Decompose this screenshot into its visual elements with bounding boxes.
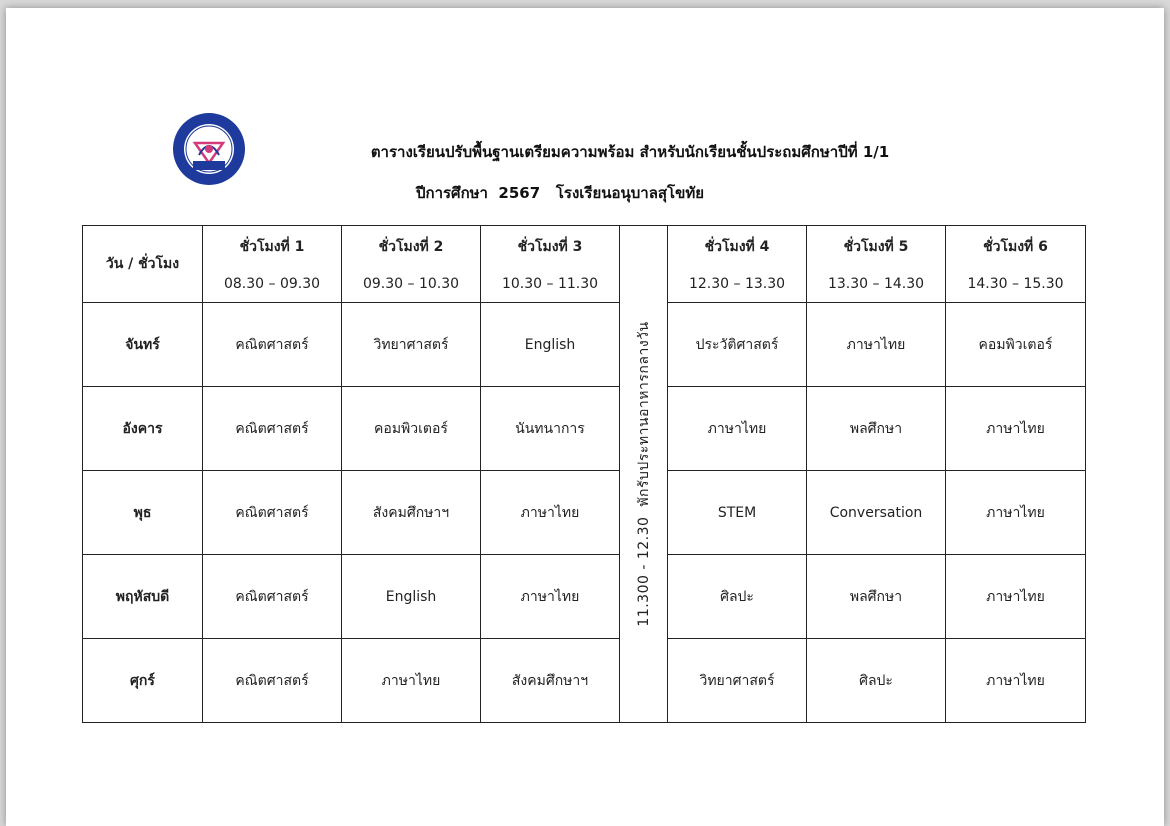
period-header	[807, 226, 946, 303]
period-time: 08.30 – 09.30	[223, 276, 321, 292]
day-label: จันทร์	[83, 303, 203, 387]
period-header	[203, 226, 342, 303]
timetable	[82, 225, 1086, 723]
document-subtitle: ปีการศึกษา 2567 โรงเรียนอนุบาลสุโขทัย	[415, 184, 705, 202]
subject-cell: ศิลปะ	[668, 555, 807, 639]
subject-cell: สังคมศึกษาฯ	[342, 471, 481, 555]
subject-cell: คณิตศาสตร์	[203, 303, 342, 387]
subject-cell: ศิลปะ	[807, 639, 946, 723]
period-label: ชั่วโมงที่ 2	[378, 239, 444, 255]
header-row	[83, 226, 1086, 303]
lunch-break-column	[620, 226, 668, 723]
subject-cell: คณิตศาสตร์	[203, 387, 342, 471]
subject-cell: วิทยาศาสตร์	[342, 303, 481, 387]
period-time: 13.30 – 14.30	[827, 276, 925, 292]
subject-cell: คอมพิวเตอร์	[342, 387, 481, 471]
subject-cell: ภาษาไทย	[481, 555, 620, 639]
subject-cell: พลศึกษา	[807, 387, 946, 471]
document-title: ตารางเรียนปรับพื้นฐานเตรียมความพร้อม สำหรับนักเรียนชั้นประถมศึกษาปีที่ 1/1	[370, 143, 890, 161]
subject-cell: ภาษาไทย	[342, 639, 481, 723]
period-label: ชั่วโมงที่ 5	[843, 239, 909, 255]
period-time: 12.30 – 13.30	[688, 276, 786, 292]
subject-cell: นันทนาการ	[481, 387, 620, 471]
table-row	[83, 303, 1086, 387]
day-label: ศุกร์	[83, 639, 203, 723]
lunch-break-label: 11.300 - 12.30 พักรับประทานอาหารกลางวัน	[635, 321, 652, 627]
table-row	[83, 387, 1086, 471]
subject-cell: คอมพิวเตอร์	[946, 303, 1086, 387]
document-page	[6, 8, 1164, 826]
subject-cell: สังคมศึกษาฯ	[481, 639, 620, 723]
corner-label: วัน / ชั่วโมง	[83, 226, 203, 303]
table-row	[83, 639, 1086, 723]
period-label: ชั่วโมงที่ 6	[983, 239, 1048, 255]
subject-cell: Conversation	[807, 471, 946, 555]
subject-cell: ภาษาไทย	[946, 471, 1086, 555]
subject-cell: ภาษาไทย	[946, 639, 1086, 723]
subject-cell: ประวัติศาสตร์	[668, 303, 807, 387]
day-label: อังคาร	[83, 387, 203, 471]
period-time: 09.30 – 10.30	[362, 276, 460, 292]
subject-cell: คณิตศาสตร์	[203, 639, 342, 723]
subject-cell: ภาษาไทย	[481, 471, 620, 555]
period-header	[668, 226, 807, 303]
period-label: ชั่วโมงที่ 3	[517, 239, 583, 255]
school-logo-icon	[171, 111, 247, 187]
period-header	[342, 226, 481, 303]
subject-cell: คณิตศาสตร์	[203, 555, 342, 639]
subject-cell: คณิตศาสตร์	[203, 471, 342, 555]
period-header	[946, 226, 1086, 303]
subject-cell: ภาษาไทย	[807, 303, 946, 387]
table-row	[83, 471, 1086, 555]
subject-cell: STEM	[668, 471, 807, 555]
subject-cell: ภาษาไทย	[946, 387, 1086, 471]
subject-cell: English	[481, 303, 620, 387]
subject-cell: ภาษาไทย	[668, 387, 807, 471]
subject-cell: English	[342, 555, 481, 639]
subject-cell: วิทยาศาสตร์	[668, 639, 807, 723]
table-row	[83, 555, 1086, 639]
period-label: ชั่วโมงที่ 4	[704, 239, 770, 255]
period-label: ชั่วโมงที่ 1	[239, 239, 305, 255]
day-label: พุธ	[83, 471, 203, 555]
period-time: 10.30 – 11.30	[501, 276, 599, 292]
period-header	[481, 226, 620, 303]
period-time: 14.30 – 15.30	[967, 276, 1064, 292]
subject-cell: ภาษาไทย	[946, 555, 1086, 639]
day-label: พฤหัสบดี	[83, 555, 203, 639]
subject-cell: พลศึกษา	[807, 555, 946, 639]
